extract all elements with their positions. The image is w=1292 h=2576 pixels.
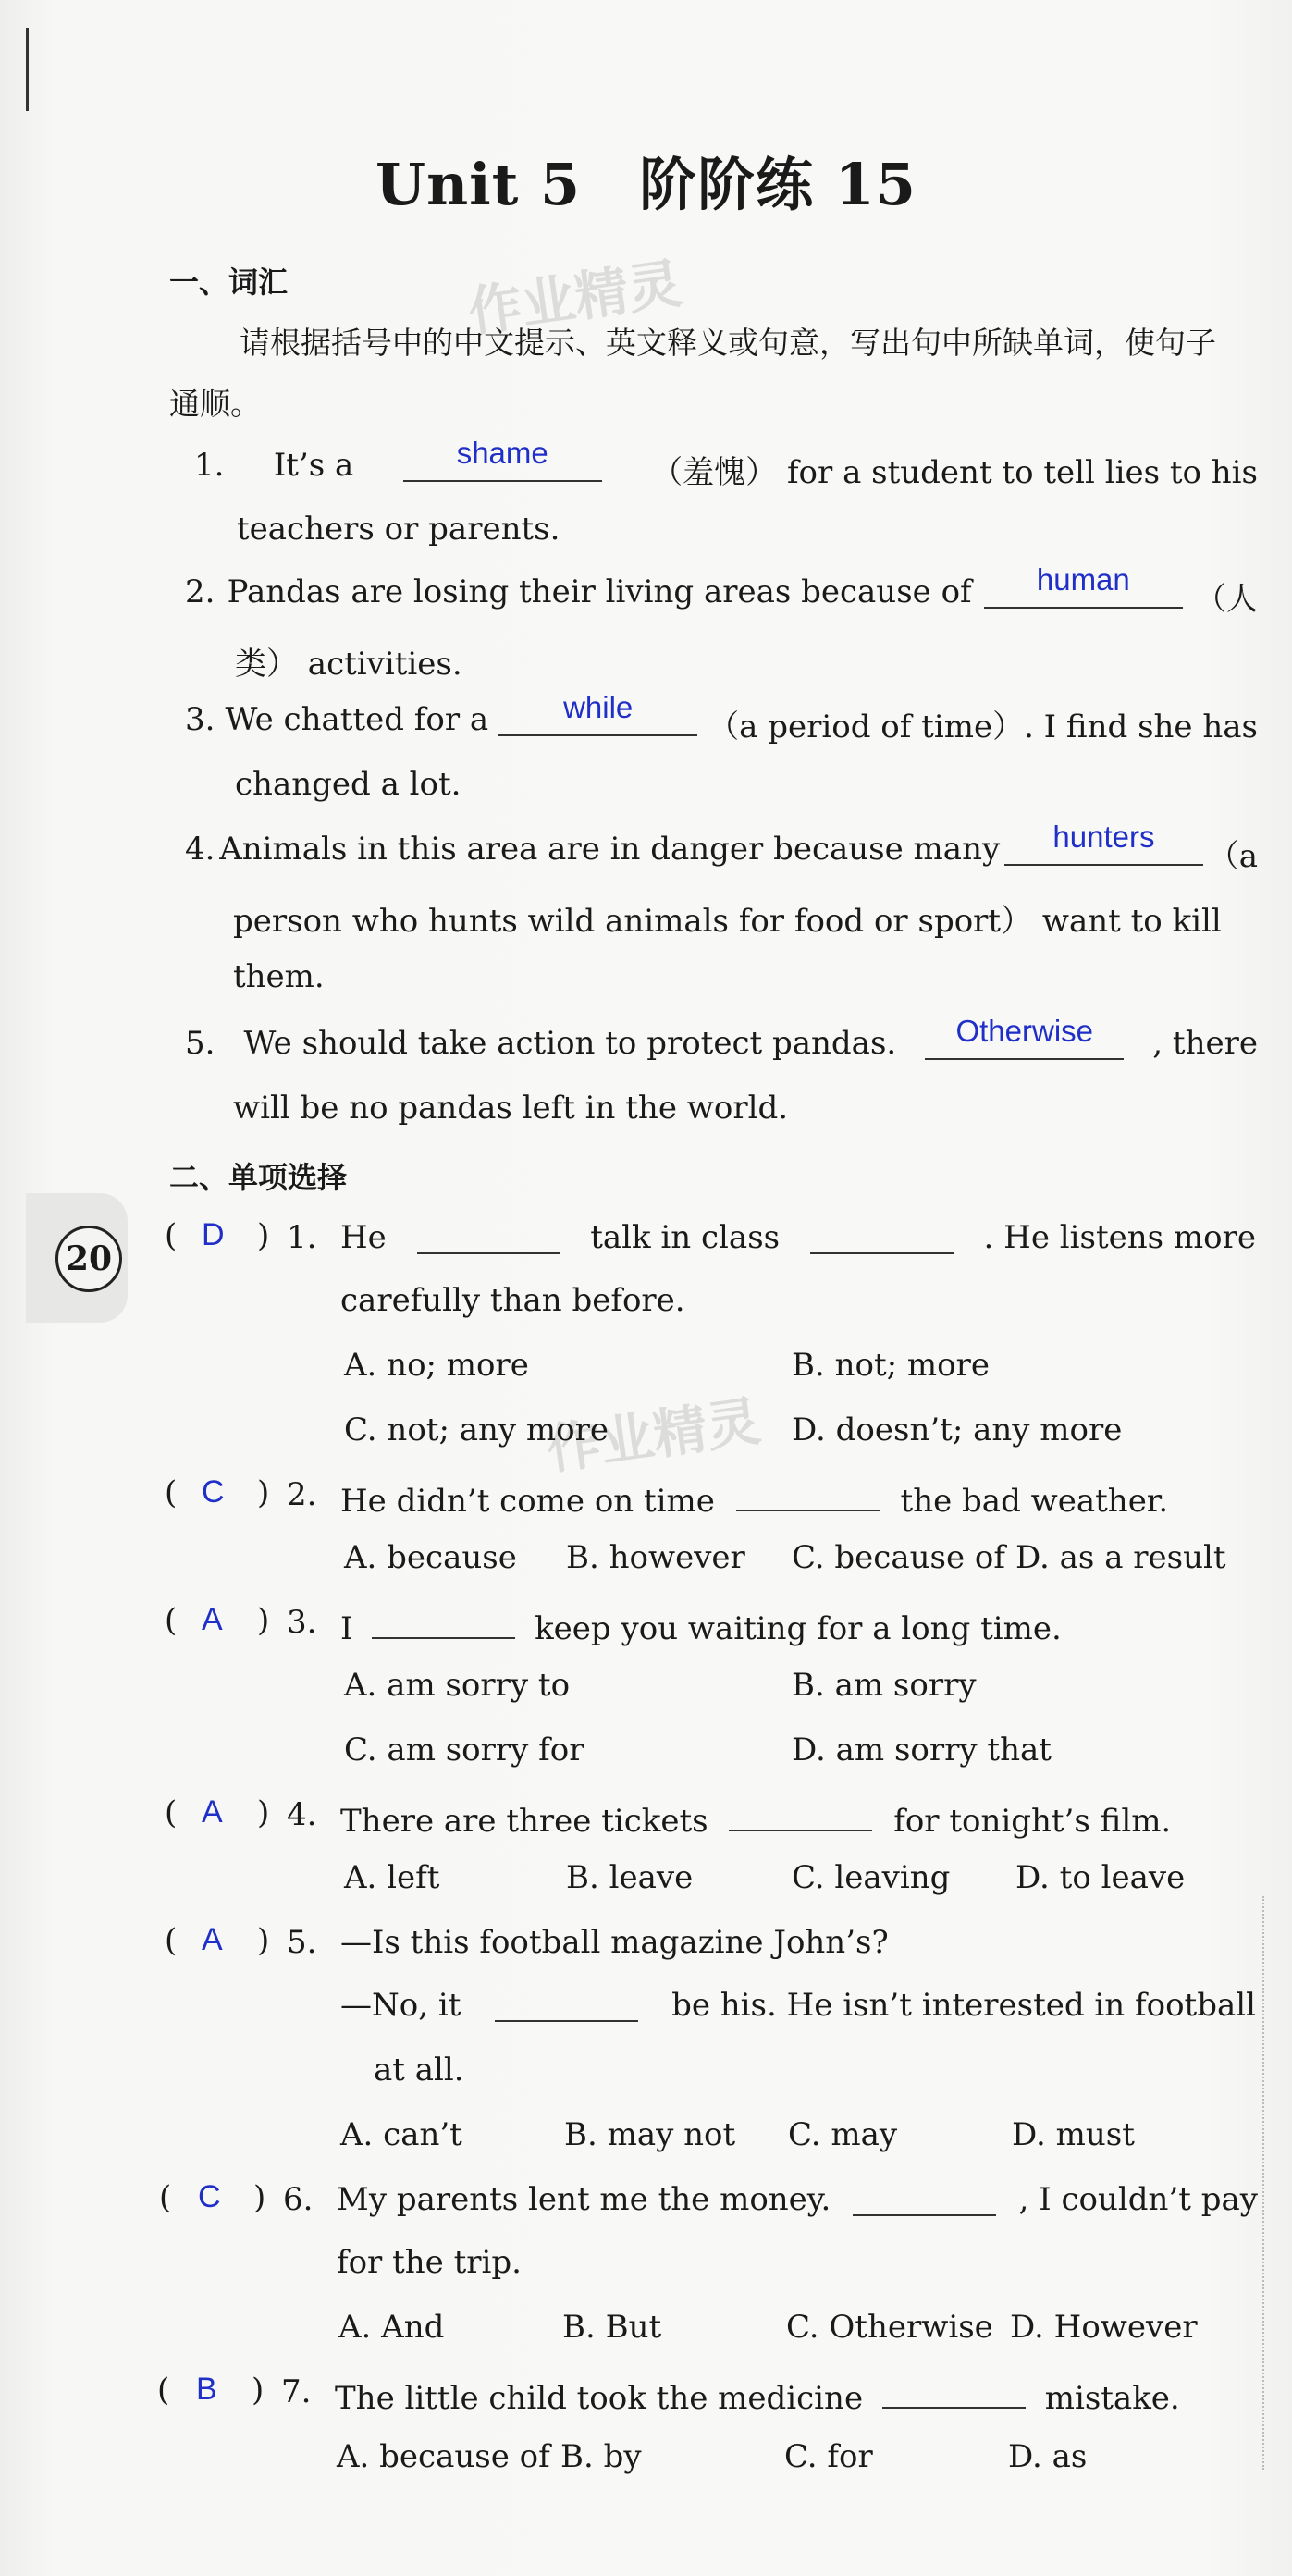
vocab-item-3-line2: changed a lot. (235, 766, 461, 803)
option[interactable]: D. as a result (1015, 1539, 1226, 1576)
answer-blank[interactable] (495, 1987, 638, 2022)
option[interactable]: D. doesn’t; any more (792, 1411, 1123, 1448)
vocab-item-5: 5. We should take action to protect pandas. Otherwise , there (185, 1014, 1258, 1062)
paren-open: ( (165, 1217, 178, 1254)
answer-blank[interactable] (417, 1219, 560, 1254)
paren-close: ) (257, 1474, 270, 1511)
option[interactable]: A. because of (337, 2438, 550, 2475)
answer-mark: C (198, 2179, 221, 2214)
vocab-item-4: 4. Animals in this area are in danger because many hunters （a (185, 820, 1258, 875)
option[interactable]: B. not; more (792, 1347, 990, 1384)
paren-close: ) (257, 1602, 270, 1639)
vocab-item-3: 3. We chatted for a while （a period of time）. I find she has (185, 690, 1258, 746)
watermark-top: 作业精灵 (464, 252, 686, 344)
answer-mark: A (202, 1922, 223, 1957)
answer-blank[interactable] (1004, 820, 1203, 866)
binding-line (26, 28, 29, 111)
page-edge-dots (1262, 1896, 1264, 2470)
paren-close: ) (257, 1794, 270, 1831)
option[interactable]: A. am sorry to (344, 1667, 571, 1704)
option[interactable]: B. leave (566, 1859, 694, 1896)
paren-close: ) (257, 1922, 270, 1959)
vocab-item-1: 1. It’s a shame （羞愧） for a student to tell lies to his (194, 436, 1258, 491)
paren-close: ) (253, 2179, 266, 2216)
answer-mark: B (196, 2372, 217, 2407)
answer-blank[interactable] (984, 562, 1183, 609)
question-num: 4. (287, 1796, 317, 1833)
option[interactable]: B. But (562, 2309, 662, 2346)
watermark-middle: 作业精灵 (543, 1389, 765, 1482)
option[interactable]: A. because (344, 1539, 517, 1576)
paren-open: ( (165, 1794, 178, 1831)
vocab-num: 1. (194, 447, 225, 484)
question-num: 6. (283, 2181, 314, 2218)
paren-open: ( (165, 1474, 178, 1511)
answer-blank[interactable] (882, 2373, 1026, 2409)
option[interactable]: A. left (344, 1859, 440, 1896)
question-4-line1: There are three tickets for tonight’s film. (340, 1796, 1171, 1840)
vocab-item-2: 2. Pandas are losing their living areas because of human （人 (185, 562, 1258, 618)
answer-blank[interactable] (736, 1476, 880, 1511)
handwritten-answer: hunters (1052, 820, 1155, 854)
option[interactable]: B. however (566, 1539, 745, 1576)
option[interactable]: D. must (1012, 2116, 1135, 2153)
option[interactable]: C. for (784, 2438, 873, 2475)
option[interactable]: C. may (788, 2116, 898, 2153)
paren-open: ( (165, 1602, 178, 1639)
section-choice-heading: 二、单项选择 (169, 1160, 348, 1195)
handwritten-answer: Otherwise (955, 1014, 1094, 1048)
paren-close: ) (257, 1217, 270, 1254)
answer-blank[interactable] (925, 1014, 1124, 1060)
answer-blank[interactable] (729, 1796, 872, 1831)
option[interactable]: C. am sorry for (344, 1732, 584, 1769)
handwritten-answer: while (563, 690, 634, 724)
answer-blank[interactable] (498, 690, 697, 736)
paren-close: ) (252, 2372, 265, 2409)
question-5-line3: at all. (374, 2052, 464, 2089)
option[interactable]: B. am sorry (792, 1667, 977, 1704)
question-1-line1: He talk in class . He listens more (340, 1219, 1256, 1256)
vocab-item-4-line2: person who hunts wild animals for food or sport） want to kill (233, 903, 1222, 940)
option[interactable]: D. to leave (1015, 1859, 1186, 1896)
option[interactable]: C. not; any more (344, 1411, 609, 1448)
option[interactable]: B. by (560, 2438, 642, 2475)
option[interactable]: D. However (1010, 2309, 1198, 2346)
question-5-line1: —Is this football magazine John’s? (340, 1924, 889, 1961)
handwritten-answer: human (1036, 562, 1130, 597)
paren-open: ( (165, 1922, 178, 1959)
question-num: 7. (281, 2373, 312, 2410)
option[interactable]: D. am sorry that (792, 1732, 1052, 1769)
question-3-line1: I keep you waiting for a long time. (340, 1604, 1062, 1647)
paren-open: ( (159, 2179, 172, 2216)
option[interactable]: D. as (1008, 2438, 1088, 2475)
paren-open: ( (157, 2372, 170, 2409)
vocab-item-2-line2: 类） activities. (235, 646, 462, 683)
question-num: 3. (287, 1604, 317, 1641)
page-number: 20 (55, 1226, 122, 1292)
option[interactable]: C. leaving (792, 1859, 951, 1896)
answer-blank[interactable] (403, 436, 602, 482)
question-num: 5. (287, 1924, 317, 1961)
section-vocabulary-heading: 一、词汇 (169, 265, 289, 300)
question-6-line2: for the trip. (337, 2244, 522, 2281)
option[interactable]: C. because of (792, 1539, 1005, 1576)
page-title: Unit 5 阶阶练 15 (375, 151, 917, 218)
question-6-line1: My parents lent me the money. , I couldn’t pay (337, 2181, 1258, 2218)
option[interactable]: B. may not (564, 2116, 736, 2153)
handwritten-answer: shame (456, 436, 548, 470)
question-num: 1. (287, 1219, 317, 1256)
option[interactable]: A. no; more (344, 1347, 529, 1384)
question-1-line2: carefully than before. (340, 1282, 685, 1319)
answer-blank[interactable] (372, 1604, 515, 1639)
question-2-line1: He didn’t come on time the bad weather. (340, 1476, 1168, 1520)
vocab-item-5-line2: will be no pandas left in the world. (233, 1090, 789, 1127)
vocab-item-1-line2: teachers or parents. (237, 511, 560, 548)
answer-mark: A (202, 1602, 223, 1637)
answer-blank[interactable] (853, 2181, 996, 2216)
answer-mark: C (202, 1474, 225, 1510)
section-vocabulary-instruction: 请根据括号中的中文提示、英文释义或句意，写出句中所缺单词，使句子通顺。 (169, 325, 1216, 422)
answer-mark: D (202, 1217, 225, 1252)
answer-mark: A (202, 1794, 223, 1830)
question-num: 2. (287, 1476, 317, 1513)
answer-blank[interactable] (810, 1219, 954, 1254)
question-5-line2: —No, it be his. He isn’t interested in football (340, 1987, 1256, 2024)
vocab-item-4-line3: them. (233, 958, 325, 995)
option[interactable]: C. Otherwise (786, 2309, 993, 2346)
option[interactable]: A. can’t (340, 2116, 462, 2153)
option[interactable]: A. And (338, 2309, 445, 2346)
question-7-line1: The little child took the medicine mistake. (335, 2373, 1180, 2417)
